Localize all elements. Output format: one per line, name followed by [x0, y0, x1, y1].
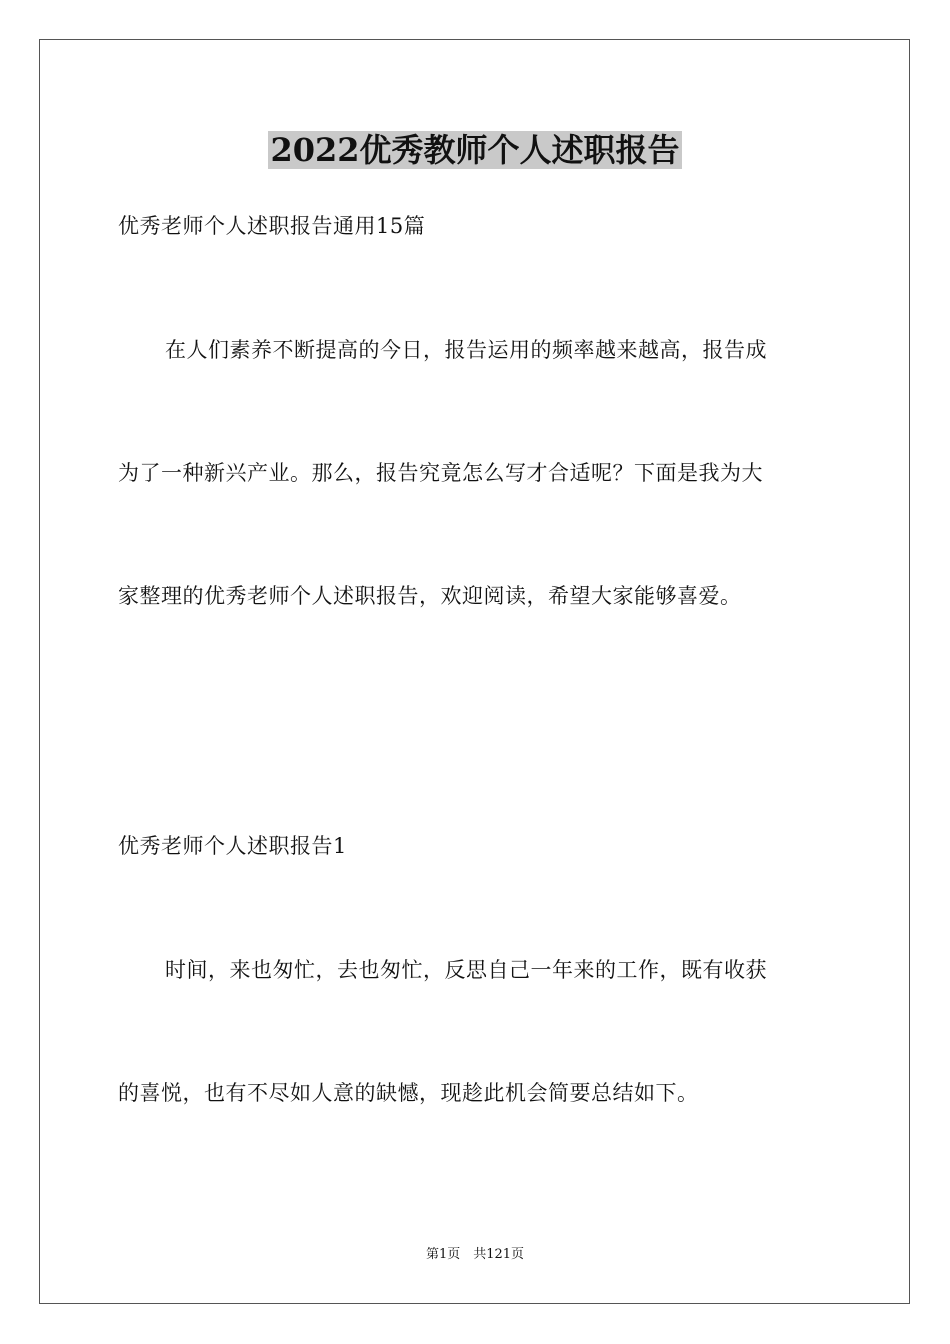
section-heading: 优秀老师个人述职报告1: [118, 834, 347, 858]
document-subtitle: 优秀老师个人述职报告通用15篇: [118, 214, 426, 238]
document-title-text: 2022优秀教师个人述职报告: [270, 131, 680, 169]
intro-line: 在人们素养不断提高的今日，报告运用的频率越来越高，报告成: [165, 338, 767, 362]
section-line: 的喜悦，也有不尽如人意的缺憾，现趁此机会简要总结如下。: [118, 1081, 699, 1105]
document-title: [0, 128, 950, 172]
section-line: 时间，来也匆忙，去也匆忙，反思自己一年来的工作，既有收获: [165, 958, 767, 982]
intro-line: 为了一种新兴产业。那么，报告究竟怎么写才合适呢？下面是我为大: [118, 461, 763, 485]
intro-line: 家整理的优秀老师个人述职报告，欢迎阅读，希望大家能够喜爱。: [118, 584, 742, 608]
page-footer: 第1页 共121页: [425, 1247, 525, 1262]
